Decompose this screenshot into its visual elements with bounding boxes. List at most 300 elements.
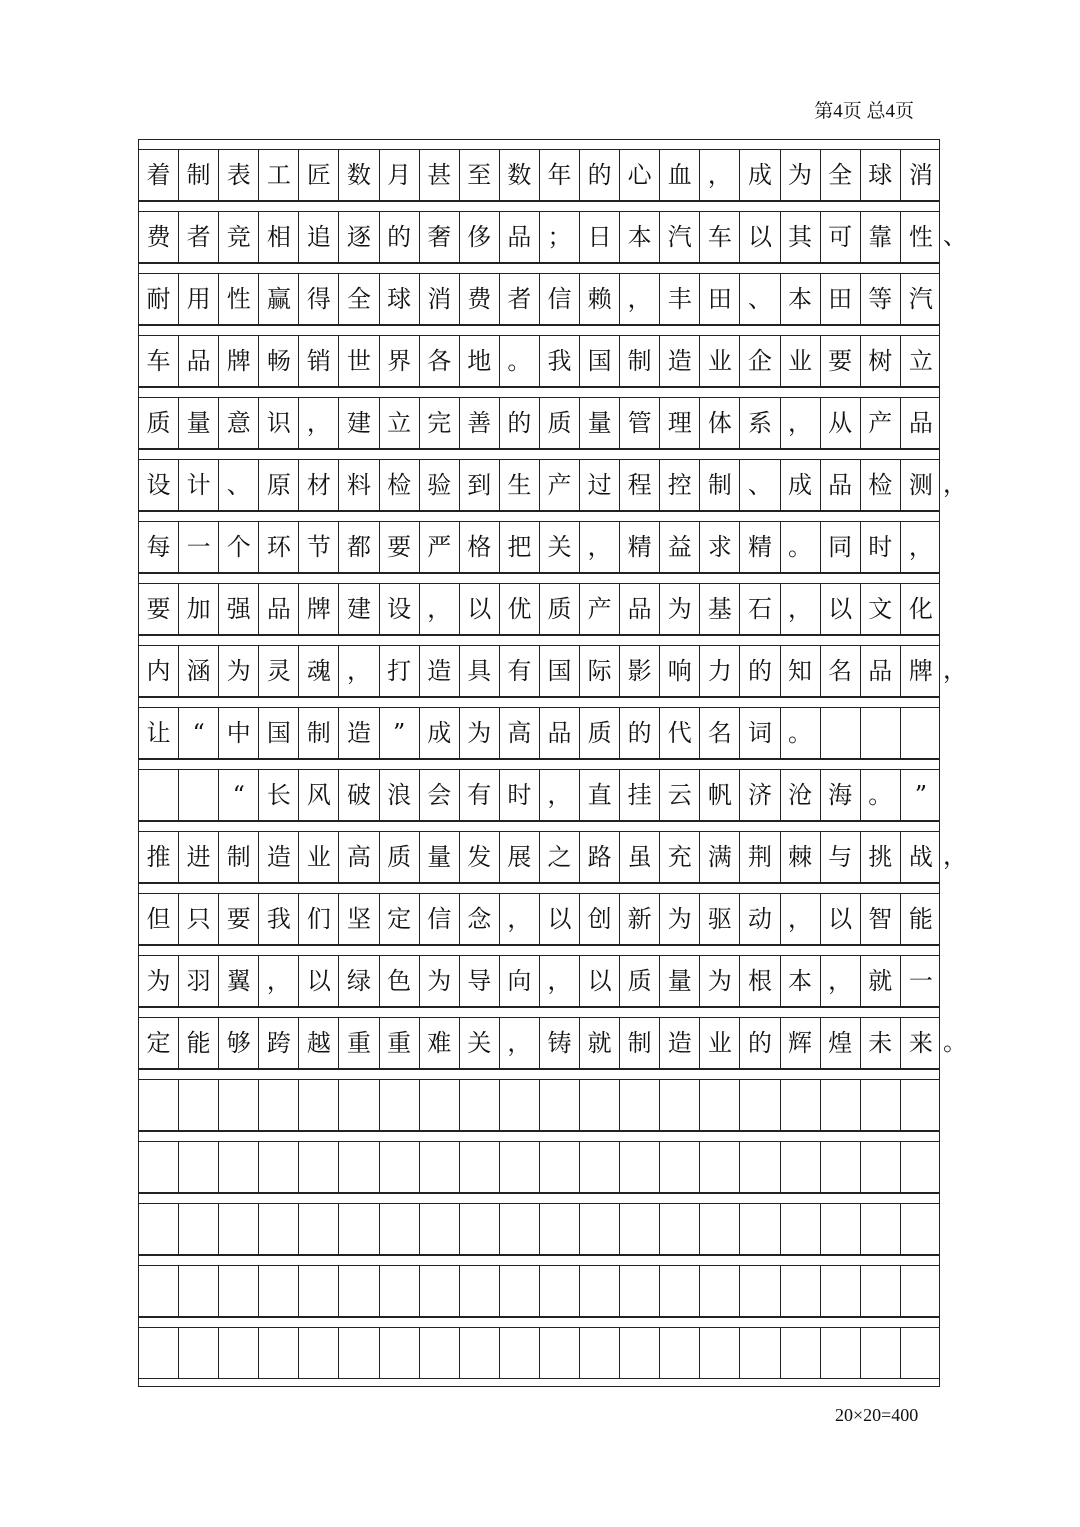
grid-cell: 越 (299, 1018, 339, 1068)
grid-cell: 名 (821, 646, 861, 696)
grid-cell (500, 1266, 540, 1316)
grid-cell (299, 1142, 339, 1192)
grid-cell (179, 1328, 219, 1378)
row-cells (138, 397, 940, 449)
grid-cell: 牌 (219, 336, 259, 386)
grid-cell: ” (914, 781, 927, 809)
grid-cell: 销 (299, 336, 339, 386)
grid-cell: 基 (700, 584, 740, 634)
grid-cell: 把 (500, 522, 540, 572)
grid-cell (861, 1266, 901, 1316)
grid-cell: 只 (179, 894, 219, 944)
grid-cell: 为 (660, 584, 700, 634)
grid-cell: ， (580, 522, 620, 572)
overflow-punctuation: ， (943, 842, 967, 870)
row-cells (138, 273, 940, 325)
grid-cell (299, 1080, 339, 1130)
grid-cell: 创 (580, 894, 620, 944)
grid-cell (781, 1266, 821, 1316)
grid-cell (420, 1328, 460, 1378)
word-count: 20×20=400 (835, 1405, 919, 1425)
row-cells (138, 955, 940, 1007)
grid-cell: 品 (179, 336, 219, 386)
grid-cell: 动 (740, 894, 780, 944)
grid-cell (540, 1328, 580, 1378)
grid-cell (700, 1142, 740, 1192)
grid-cell (420, 1080, 460, 1130)
grid-cell: ， (259, 956, 299, 1006)
grid-cell (821, 1204, 861, 1254)
grid-cell: 田 (821, 274, 861, 324)
grid-cell: 等 (861, 274, 901, 324)
grid-cell (299, 1328, 339, 1378)
grid-row (138, 263, 940, 325)
grid-cell: 一 (179, 522, 219, 572)
grid-cell (259, 1328, 299, 1378)
grid-cell (219, 1328, 259, 1378)
row-spacer (138, 883, 940, 893)
grid-cell: 界 (380, 336, 420, 386)
grid-cell: 生 (500, 460, 540, 510)
grid-cell: 内 (139, 646, 179, 696)
grid-cell (259, 1142, 299, 1192)
grid-cell: 品 (620, 584, 660, 634)
grid-cell: 善 (460, 398, 500, 448)
row-spacer (138, 697, 940, 707)
grid-cell: 到 (460, 460, 500, 510)
grid-cell: 量 (179, 398, 219, 448)
grid-cell: 意 (219, 398, 259, 448)
grid-cell (740, 1328, 780, 1378)
grid-cell (339, 1266, 379, 1316)
grid-cell: 虽 (620, 832, 660, 882)
grid-row (138, 945, 940, 1007)
grid-cell: 为 (660, 894, 700, 944)
grid-cell: 至 (460, 150, 500, 200)
grid-cell: 个 (219, 522, 259, 572)
grid-cell: 中 (219, 708, 259, 758)
row-cells (138, 1203, 940, 1255)
row-spacer (138, 263, 940, 273)
grid-cell: 要 (380, 522, 420, 572)
overflow-punctuation: 。 (943, 1028, 967, 1056)
grid-cell: 全 (821, 150, 861, 200)
grid-cell (500, 1204, 540, 1254)
grid-cell (219, 1266, 259, 1316)
grid-cell: 业 (700, 1018, 740, 1068)
grid-cell: 以 (540, 894, 580, 944)
grid-cell: 车 (139, 336, 179, 386)
grid-cell: 进 (179, 832, 219, 882)
grid-cell (500, 1080, 540, 1130)
grid-cell (781, 1142, 821, 1192)
grid-cell (500, 1142, 540, 1192)
row-cells (138, 1079, 940, 1131)
grid-cell: 球 (380, 274, 420, 324)
grid-cell: 一 (908, 967, 933, 995)
grid-cell: ， (500, 894, 540, 944)
grid-cell: 重 (339, 1018, 379, 1068)
grid-cell: ， (500, 1018, 540, 1068)
grid-cell: 以 (460, 584, 500, 634)
grid-cell: 能 (908, 905, 933, 933)
composition-grid (138, 139, 967, 1379)
grid-cell (901, 1204, 941, 1254)
grid-cell: 体 (700, 398, 740, 448)
grid-cell: 丰 (660, 274, 700, 324)
grid-cell: 品 (908, 409, 933, 437)
grid-cell (179, 1080, 219, 1130)
grid-cell (700, 1266, 740, 1316)
grid-cell: 全 (339, 274, 379, 324)
grid-cell: 料 (339, 460, 379, 510)
grid-cell: 消 (420, 274, 460, 324)
grid-cell: 导 (460, 956, 500, 1006)
grid-cell: 奢 (420, 212, 460, 262)
row-cells (138, 707, 940, 759)
grid-cell: 竞 (219, 212, 259, 262)
grid-cell: 控 (660, 460, 700, 510)
grid-cell: 造 (339, 708, 379, 758)
grid-cell: ， (781, 894, 821, 944)
grid-cell: 要 (821, 336, 861, 386)
grid-cell: ， (339, 646, 379, 696)
grid-cell: 响 (660, 646, 700, 696)
row-cells (138, 1017, 940, 1069)
grid-cell: 造 (420, 646, 460, 696)
row-cells (138, 1141, 940, 1193)
grid-cell: 都 (339, 522, 379, 572)
grid-cell: 羽 (179, 956, 219, 1006)
grid-row (138, 883, 940, 945)
grid-cell (861, 1142, 901, 1192)
row-spacer (138, 1131, 940, 1141)
grid-cell: 的 (740, 1018, 780, 1068)
grid-cell: 棘 (781, 832, 821, 882)
grid-cell: 年 (540, 150, 580, 200)
grid-cell (540, 1142, 580, 1192)
grid-cell (259, 1080, 299, 1130)
grid-cell: “ (179, 708, 219, 758)
grid-cell: 日 (580, 212, 620, 262)
grid-cell: 名 (700, 708, 740, 758)
grid-cell: 识 (259, 398, 299, 448)
grid-cell: 质 (380, 832, 420, 882)
grid-cell: 验 (420, 460, 460, 510)
grid-cell: 立 (908, 347, 933, 375)
grid-cell: 建 (339, 398, 379, 448)
grid-cell: 得 (299, 274, 339, 324)
grid-cell: 制 (620, 336, 660, 386)
grid-cell: 够 (219, 1018, 259, 1068)
grid-cell: 质 (540, 584, 580, 634)
grid-cell: 制 (700, 460, 740, 510)
grid-cell (259, 1204, 299, 1254)
grid-cell: 定 (139, 1018, 179, 1068)
grid-cell: 费 (139, 212, 179, 262)
grid-cell: 造 (259, 832, 299, 882)
grid-cell: 推 (139, 832, 179, 882)
grid-cell (821, 1266, 861, 1316)
grid-cell: 、 (740, 274, 780, 324)
grid-cell: 测 (908, 471, 933, 499)
grid-cell: ， (540, 770, 580, 820)
grid-cell: ， (821, 956, 861, 1006)
grid-cell: 数 (500, 150, 540, 200)
grid-cell: 业 (781, 336, 821, 386)
grid-cell: 匠 (299, 150, 339, 200)
grid-cell (620, 1142, 660, 1192)
grid-cell: 时 (500, 770, 540, 820)
grid-cell: 赖 (580, 274, 620, 324)
grid-cell (339, 1080, 379, 1130)
grid-cell (380, 1080, 420, 1130)
grid-cell: 数 (339, 150, 379, 200)
grid-cell: 甚 (420, 150, 460, 200)
grid-cell (901, 708, 941, 758)
grid-cell (861, 1328, 901, 1378)
grid-row (138, 635, 967, 697)
grid-row (138, 1193, 940, 1255)
grid-row (138, 1317, 940, 1379)
grid-cell: 业 (700, 336, 740, 386)
grid-cell: 为 (420, 956, 460, 1006)
grid-cell (740, 1142, 780, 1192)
grid-cell (580, 1328, 620, 1378)
grid-cell (299, 1204, 339, 1254)
grid-cell: 品 (540, 708, 580, 758)
grid-cell: 我 (259, 894, 299, 944)
grid-cell: 材 (299, 460, 339, 510)
grid-cell: 石 (740, 584, 780, 634)
grid-cell (460, 1142, 500, 1192)
grid-cell: 优 (500, 584, 540, 634)
grid-cell (620, 1266, 660, 1316)
grid-cell (861, 708, 901, 758)
grid-cell: 关 (540, 522, 580, 572)
grid-cell (901, 1080, 941, 1130)
grid-cell: 心 (620, 150, 660, 200)
grid-cell: 展 (500, 832, 540, 882)
grid-cell: 际 (580, 646, 620, 696)
grid-cell (179, 1204, 219, 1254)
grid-cell: 重 (380, 1018, 420, 1068)
row-spacer (138, 511, 940, 521)
grid-cell (219, 1204, 259, 1254)
grid-cell (901, 1266, 941, 1316)
grid-cell: 为 (139, 956, 179, 1006)
grid-cell: 者 (500, 274, 540, 324)
row-spacer (138, 1069, 940, 1079)
grid-cell: 可 (821, 212, 861, 262)
grid-cell: ， (908, 533, 933, 561)
grid-cell: 血 (660, 150, 700, 200)
grid-cell: 本 (620, 212, 660, 262)
grid-cell (580, 1080, 620, 1130)
grid-cell (620, 1204, 660, 1254)
row-cells (138, 769, 940, 821)
row-cells (138, 1327, 940, 1379)
grid-cell: 翼 (219, 956, 259, 1006)
grid-cell (339, 1204, 379, 1254)
grid-bottom-border (138, 1379, 940, 1387)
grid-cell: “ (219, 770, 259, 820)
grid-cell (861, 1204, 901, 1254)
grid-cell (700, 1204, 740, 1254)
row-spacer (138, 759, 940, 769)
grid-cell: 国 (259, 708, 299, 758)
grid-cell: 化 (908, 595, 933, 623)
grid-cell: 严 (420, 522, 460, 572)
overflow-punctuation: ， (943, 656, 967, 684)
grid-cell: 车 (700, 212, 740, 262)
grid-cell: 为 (460, 708, 500, 758)
grid-cell (660, 1204, 700, 1254)
grid-cell: 企 (740, 336, 780, 386)
grid-cell: 成 (420, 708, 460, 758)
grid-cell: 检 (861, 460, 901, 510)
grid-cell (139, 1142, 179, 1192)
grid-cell: 逐 (339, 212, 379, 262)
grid-cell: 。 (781, 708, 821, 758)
grid-cell (380, 1266, 420, 1316)
grid-cell: 。 (861, 770, 901, 820)
grid-cell: 、 (219, 460, 259, 510)
grid-cell: 的 (740, 646, 780, 696)
grid-cell: 各 (420, 336, 460, 386)
grid-cell: ， (420, 584, 460, 634)
grid-cell: 设 (380, 584, 420, 634)
row-cells (138, 893, 940, 945)
grid-cell: 计 (179, 460, 219, 510)
grid-cell: 造 (660, 336, 700, 386)
grid-cell: 耐 (139, 274, 179, 324)
grid-cell: 风 (299, 770, 339, 820)
grid-cell (179, 1266, 219, 1316)
grid-cell: 坚 (339, 894, 379, 944)
row-spacer (138, 635, 940, 645)
grid-cell: 完 (420, 398, 460, 448)
row-cells (138, 645, 940, 697)
grid-cell: 畅 (259, 336, 299, 386)
grid-cell: 长 (259, 770, 299, 820)
grid-cell: 品 (821, 460, 861, 510)
grid-row (138, 573, 940, 635)
grid-cell: 品 (500, 212, 540, 262)
grid-cell: 煌 (821, 1018, 861, 1068)
grid-cell: 产 (580, 584, 620, 634)
grid-cell (500, 1328, 540, 1378)
grid-cell (781, 1328, 821, 1378)
grid-cell: 就 (861, 956, 901, 1006)
grid-cell: 海 (821, 770, 861, 820)
grid-row (138, 1007, 967, 1069)
row-spacer (138, 1255, 940, 1265)
grid-cell (781, 1080, 821, 1130)
grid-row (138, 449, 967, 511)
grid-cell: 文 (861, 584, 901, 634)
grid-cell: 高 (339, 832, 379, 882)
grid-cell: 精 (740, 522, 780, 572)
grid-cell: 费 (460, 274, 500, 324)
grid-cell: 理 (660, 398, 700, 448)
grid-cell: 益 (660, 522, 700, 572)
grid-cell: 定 (380, 894, 420, 944)
grid-cell: 驱 (700, 894, 740, 944)
grid-cell: 要 (219, 894, 259, 944)
grid-cell: 就 (580, 1018, 620, 1068)
grid-cell (339, 1142, 379, 1192)
grid-cell (660, 1266, 700, 1316)
grid-cell: 发 (460, 832, 500, 882)
grid-cell: 济 (740, 770, 780, 820)
grid-cell: 之 (540, 832, 580, 882)
grid-cell (139, 770, 179, 820)
grid-cell: 强 (219, 584, 259, 634)
grid-cell: 立 (380, 398, 420, 448)
grid-cell: ， (620, 274, 660, 324)
grid-cell: 具 (460, 646, 500, 696)
grid-cell: 帆 (700, 770, 740, 820)
grid-cell: ， (540, 956, 580, 1006)
grid-cell (139, 1204, 179, 1254)
grid-cell (179, 770, 219, 820)
grid-cell: 其 (781, 212, 821, 262)
grid-cell (580, 1266, 620, 1316)
grid-cell: 树 (861, 336, 901, 386)
grid-row (138, 387, 940, 449)
grid-cell: 为 (219, 646, 259, 696)
grid-cell (460, 1328, 500, 1378)
grid-cell: 建 (339, 584, 379, 634)
grid-cell: 。 (781, 522, 821, 572)
grid-cell: 牌 (908, 657, 933, 685)
grid-cell: 未 (861, 1018, 901, 1068)
grid-cell: 以 (580, 956, 620, 1006)
grid-cell: 的 (580, 150, 620, 200)
grid-row (138, 697, 940, 759)
grid-cell: 成 (740, 150, 780, 200)
grid-cell: 要 (139, 584, 179, 634)
grid-cell: 性 (908, 223, 933, 251)
grid-cell (540, 1266, 580, 1316)
row-cells (138, 459, 940, 511)
grid-cell: 破 (339, 770, 379, 820)
grid-cell (700, 1080, 740, 1130)
grid-cell (139, 1080, 179, 1130)
grid-cell: 工 (259, 150, 299, 200)
grid-cell: 绿 (339, 956, 379, 1006)
grid-cell: 本 (781, 956, 821, 1006)
grid-cell: 国 (580, 336, 620, 386)
grid-row (138, 201, 967, 263)
grid-cell: 云 (660, 770, 700, 820)
grid-cell: 与 (821, 832, 861, 882)
grid-cell: 代 (660, 708, 700, 758)
grid-cell: 挂 (620, 770, 660, 820)
row-spacer (138, 1007, 940, 1017)
grid-cell: 地 (460, 336, 500, 386)
page-number: 第4页 总4页 (814, 101, 914, 122)
grid-cell (420, 1142, 460, 1192)
grid-cell (299, 1266, 339, 1316)
grid-cell (139, 1266, 179, 1316)
grid-cell (540, 1204, 580, 1254)
grid-cell: 质 (580, 708, 620, 758)
grid-cell: 用 (179, 274, 219, 324)
grid-cell: 高 (500, 708, 540, 758)
grid-cell (660, 1080, 700, 1130)
